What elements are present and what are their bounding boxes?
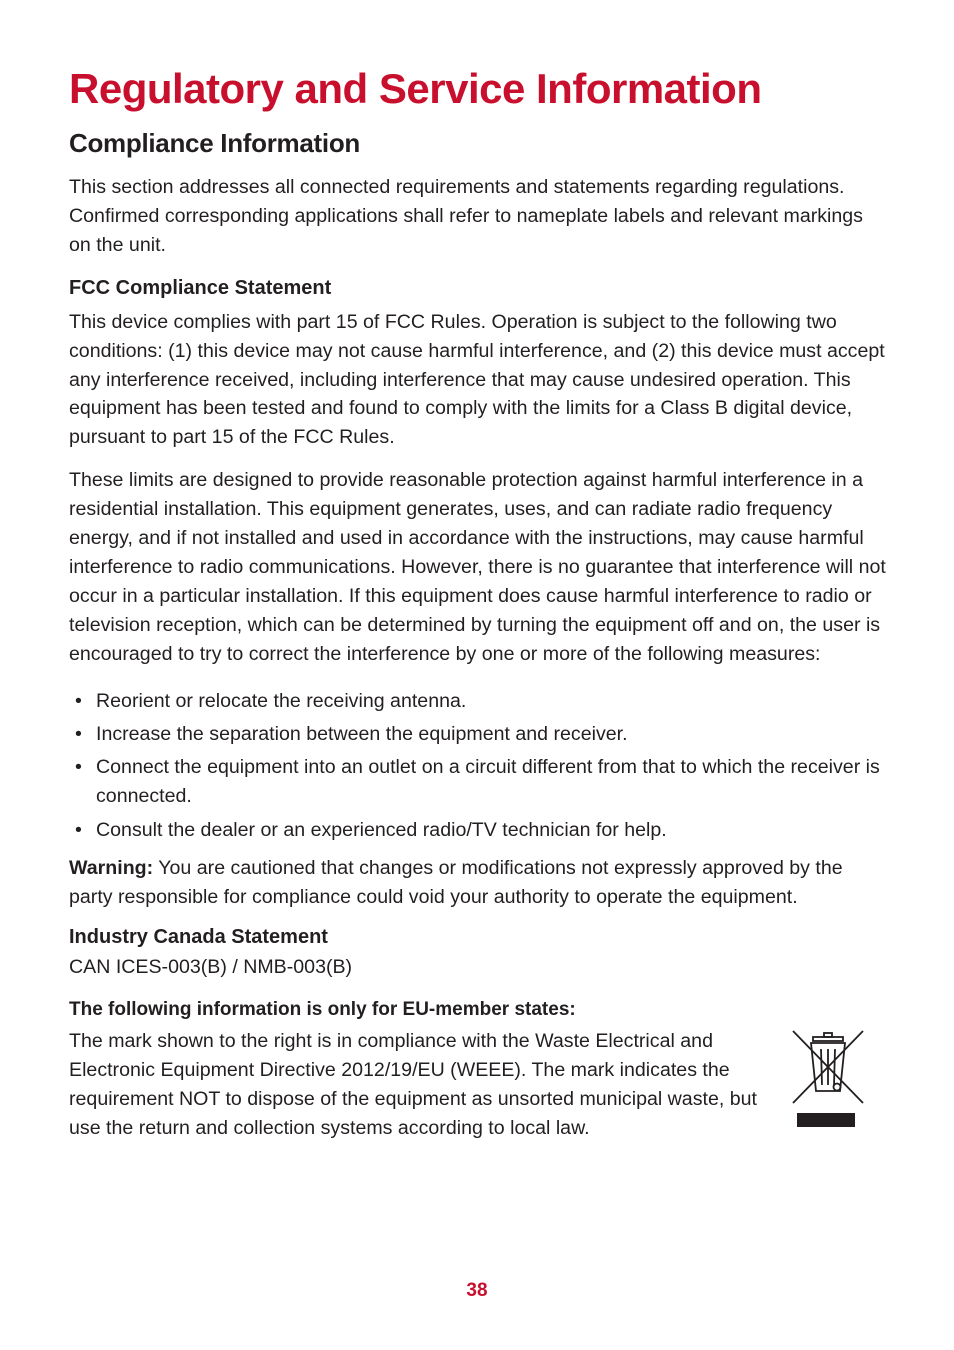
list-item-text: Connect the equipment into an outlet on a circuit different from that to which the receiver is connected. [96,756,880,808]
industry-canada-code: CAN ICES-003(B) / NMB-003(B) [69,956,353,979]
fcc-paragraph-2: These limits are designed to provide reasonable protection against harmful interference in a residential installation. This equipment generates, uses, and can radiate radio frequency energy, and if not installed and used in accordance with the instructions, may cause harmful interference to radio communications. However, there is no guarantee that interference will not occur in a particular installation. If this equipment does cause harmful interference to radio or television reception, which can be determined by turning the equipment off and on, the user is encouraged to try to correct the interference by one or more of the following measures: [69,469,886,665]
bullet-icon: • [75,723,82,745]
list-item [69,720,889,749]
warning-label: Warning: [69,856,154,879]
fcc-heading: FCC Compliance Statement [69,276,332,299]
bullet-icon: • [75,818,82,841]
list-item [69,687,889,716]
list-item-text: Reorient or relocate the receiving antenna. [96,689,467,712]
page-number: 38 [466,1280,488,1301]
eu-section [69,1027,889,1143]
industry-canada-heading: Industry Canada Statement [69,926,328,949]
bullet-icon: • [75,756,82,779]
fcc-measures-list [69,687,889,845]
fcc-paragraph-1: This device complies with part 15 of FCC Rules. Operation is subject to the following two conditions: (1) this device may not cause harmful interference, and (2) this device must accept any interference received, including interference that may cause undesired operation. This equipment has been tested and found to comply with the limits for a Class B digital device, pursuant to part 15 of the FCC Rules. [69,310,885,449]
list-item [69,816,889,845]
eu-heading: The following information is only for EU-member states: [69,999,576,1021]
page-title: Regulatory and Service Information [69,65,762,112]
list-item-text: Increase the separation between the equipment and receiver. [96,723,628,745]
warning-paragraph [69,854,889,912]
section-heading: Compliance Information [69,128,360,158]
section-intro: This section addresses all connected requirements and statements regarding regulations. Confirmed corresponding applications shall refer to nameplate labels and relevant markings on the unit. [69,176,863,256]
list-item [69,753,889,811]
bullet-icon: • [75,689,82,712]
eu-text: The mark shown to the right is in compliance with the Waste Electrical and Electronic Equipment Directive 2012/19/EU (WEEE). The mark indicates the requirement NOT to dispose of the equipment as unsorted municipal waste, but use the return and collection systems according to local law. [69,1030,757,1140]
document-page [69,58,889,1143]
list-item-text: Consult the dealer or an experienced radio/TV technician for help. [96,818,667,841]
weee-crossed-bin-icon [791,1027,867,1137]
warning-text: You are cautioned that changes or modifications not expressly approved by the party responsible for compliance could void your authority to operate the equipment. [69,856,843,908]
